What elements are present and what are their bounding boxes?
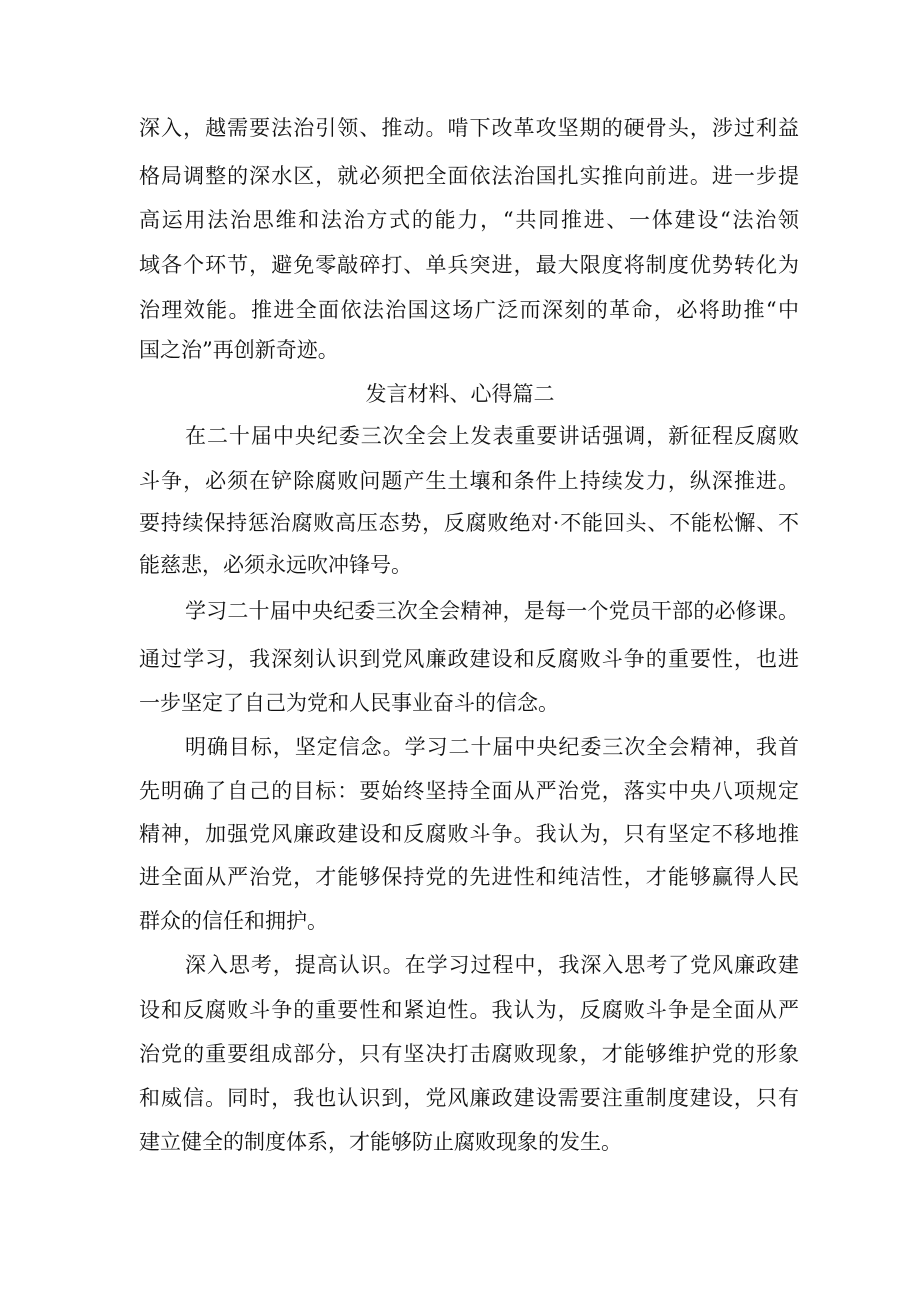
body-line: 和威信。同时，我也认识到，党风廉政建设需要注重制度建设，只有: [139, 1086, 799, 1110]
body-line: 精神，加强党风廉政建设和反腐败斗争。我认为，只有坚定不移地推: [139, 822, 799, 846]
body-line: 深入思考，提高认识。在学习过程中，我深入思考了党风廉政建: [185, 953, 799, 977]
body-line: 通过学习，我深刻认识到党风廉政建设和反腐败斗争的重要性，也进: [139, 647, 799, 671]
section-heading: 发言材料、心得篇二: [365, 382, 555, 406]
body-line: 建立健全的制度体系，才能够防止腐败现象的发生。: [139, 1130, 622, 1154]
body-line: 进全面从严治党，才能够保持党的先进性和纯洁性，才能够赢得人民: [139, 865, 799, 889]
body-line: 高运用法治思维和法治方式的能力，“共同推进、一体建设“法治领: [139, 208, 799, 232]
body-line: 一步坚定了自己为党和人民事业奋斗的信念。: [139, 691, 559, 715]
body-line: 国之治”再创新奇迹。: [139, 338, 339, 362]
body-line: 斗争，必须在铲除腐败问题产生土壤和条件上持续发力，纵深推进。: [139, 469, 799, 493]
body-line: 学习二十届中央纪委三次全会精神，是每一个党员干部的必修课。: [185, 599, 799, 623]
body-line: 域各个环节，避免零敲碎打、单兵突进，最大限度将制度优势转化为: [139, 253, 799, 277]
body-line: 能慈悲，必须永远吹冲锋号。: [139, 553, 412, 577]
body-line: 设和反腐败斗争的重要性和紧迫性。我认为，反腐败斗争是全面从严: [139, 998, 799, 1022]
body-line: 群众的信任和拥护。: [139, 909, 328, 933]
body-line: 治党的重要组成部分，只有坚决打击腐败现象，才能够维护党的形象: [139, 1042, 799, 1066]
body-line: 格局调整的深水区，就必须把全面依法治国扎实推向前进。进一步提: [139, 164, 799, 188]
body-line: 治理效能。推进全面依法治国这场广泛而深刻的革命，必将助推“中: [139, 298, 799, 322]
body-line: 深入，越需要法治引领、推动。啃下改革攻坚期的硬骨头，涉过利益: [139, 116, 799, 140]
body-line: 要持续保持惩治腐败高压态势，反腐败绝对·不能回头、不能松懈、不: [139, 511, 799, 535]
body-line: 先明确了自己的目标：要始终坚持全面从严治党，落实中央八项规定: [139, 779, 799, 803]
body-line: 明确目标，坚定信念。学习二十届中央纪委三次全会精神，我首: [185, 735, 799, 759]
body-line: 在二十届中央纪委三次全会上发表重要讲话强调，新征程反腐败: [185, 424, 799, 448]
